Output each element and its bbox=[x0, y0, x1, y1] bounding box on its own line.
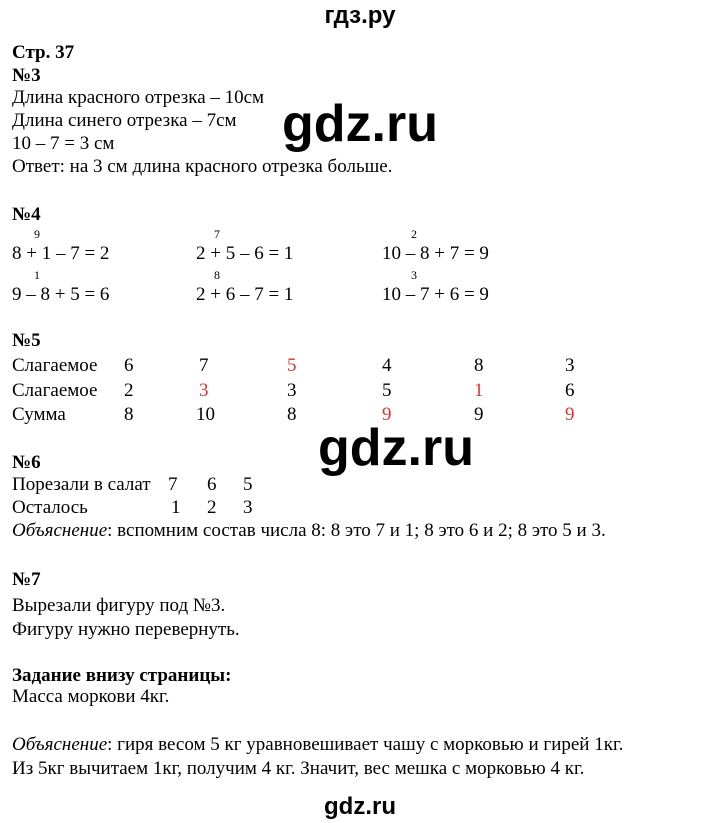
task6-value: 5 bbox=[243, 474, 253, 495]
task5-cell: 3 bbox=[287, 380, 297, 401]
task6-value: 2 bbox=[207, 497, 217, 518]
task5-cell-highlighted: 9 bbox=[565, 404, 575, 425]
explanation-label: Объяснение bbox=[12, 734, 108, 755]
task5-cell: 8 bbox=[474, 355, 484, 376]
task4-r2c1-expr: 9 – 8 + 5 = 6 bbox=[12, 284, 110, 305]
task6-value: 1 bbox=[171, 497, 181, 518]
task5-cell: 2 bbox=[124, 380, 134, 401]
watermark-top: гдз.ру bbox=[324, 2, 396, 29]
bottom-task-explanation-line2: Из 5кг вычитаем 1кг, получим 4 кг. Значит, вес мешка с морковью 4 кг. bbox=[12, 758, 585, 779]
task6-row2-label: Осталось bbox=[12, 497, 88, 518]
task3-answer: Ответ: на 3 см длина красного отрезка больше. bbox=[12, 156, 393, 177]
task5-row1-label: Слагаемое bbox=[12, 355, 98, 376]
watermark-middle-1: gdz.ru bbox=[282, 95, 438, 153]
task5-cell-highlighted: 1 bbox=[474, 380, 484, 401]
task5-cell-highlighted: 9 bbox=[382, 404, 392, 425]
task5-cell: 3 bbox=[565, 355, 575, 376]
task4-r2c3-hint: 3 bbox=[411, 268, 417, 282]
task6-row1-label: Порезали в салат bbox=[12, 474, 151, 495]
watermark-bottom: gdz.ru bbox=[324, 793, 396, 820]
task6-value: 3 bbox=[243, 497, 253, 518]
task5-cell: 6 bbox=[565, 380, 575, 401]
task7-title: №7 bbox=[12, 569, 41, 590]
explanation-text: : гиря весом 5 кг уравновешивает чашу с морковью и гирей 1кг. bbox=[107, 734, 624, 755]
task3-title: №3 bbox=[12, 65, 41, 86]
explanation-text: : вспомним состав числа 8: 8 это 7 и 1; 8 это 6 и 2; 8 это 5 и 3. bbox=[107, 520, 606, 541]
bottom-task-explanation-line1 bbox=[12, 734, 623, 756]
task5-row3-label: Сумма bbox=[12, 404, 66, 425]
task6-value: 6 bbox=[207, 474, 217, 495]
task6-title: №6 bbox=[12, 452, 41, 473]
task5-cell-highlighted: 3 bbox=[199, 380, 209, 401]
task6-explanation bbox=[12, 520, 606, 542]
task4-r1c2-hint: 7 bbox=[214, 227, 220, 241]
task5-cell: 8 bbox=[287, 404, 297, 425]
task7-line1: Вырезали фигуру под №3. bbox=[12, 595, 226, 616]
task4-title: №4 bbox=[12, 204, 41, 225]
task5-cell: 8 bbox=[124, 404, 134, 425]
task5-cell: 10 bbox=[196, 404, 215, 425]
task3-line3: 10 – 7 = 3 см bbox=[12, 133, 115, 154]
task4-r2c3-expr: 10 – 7 + 6 = 9 bbox=[382, 284, 489, 305]
task5-cell: 4 bbox=[382, 355, 392, 376]
task3-line1: Длина красного отрезка – 10см bbox=[12, 87, 265, 108]
task7-line2: Фигуру нужно перевернуть. bbox=[12, 619, 240, 640]
task4-r1c3-expr: 10 – 8 + 7 = 9 bbox=[382, 243, 489, 264]
task4-r2c2-expr: 2 + 6 – 7 = 1 bbox=[196, 284, 294, 305]
task4-r1c3-hint: 2 bbox=[411, 227, 417, 241]
bottom-task-title: Задание внизу страницы: bbox=[12, 665, 232, 686]
task4-r1c1-expr: 8 + 1 – 7 = 2 bbox=[12, 243, 110, 264]
task4-r2c2-hint: 8 bbox=[214, 268, 220, 282]
bottom-task-answer: Масса моркови 4кг. bbox=[12, 686, 170, 707]
task5-cell: 5 bbox=[382, 380, 392, 401]
task5-cell-highlighted: 5 bbox=[287, 355, 297, 376]
task5-cell: 6 bbox=[124, 355, 134, 376]
watermark-middle-2: gdz.ru bbox=[318, 419, 474, 477]
task6-value: 7 bbox=[168, 474, 178, 495]
task3-line2: Длина синего отрезка – 7см bbox=[12, 110, 237, 131]
task5-row2-label: Слагаемое bbox=[12, 380, 98, 401]
explanation-label: Объяснение bbox=[12, 520, 108, 541]
task4-r1c2-expr: 2 + 5 – 6 = 1 bbox=[196, 243, 294, 264]
task4-r2c1-hint: 1 bbox=[34, 268, 40, 282]
task5-cell: 9 bbox=[474, 404, 484, 425]
task4-r1c1-hint: 9 bbox=[34, 227, 40, 241]
page-number: Стр. 37 bbox=[12, 42, 75, 63]
task5-title: №5 bbox=[12, 330, 41, 351]
task5-cell: 7 bbox=[199, 355, 209, 376]
